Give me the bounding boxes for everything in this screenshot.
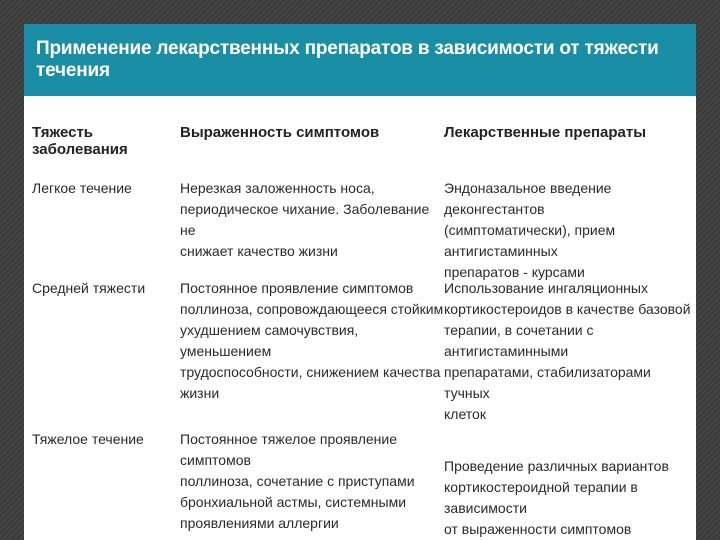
header-drugs: Лекарственные препараты [444,124,647,141]
row-severe-symptoms: Постоянное тяжелое проявление симптомов поллиноза, сочетание с приступами бронхиальной астмы, системными проявлениями аллергии [180,431,415,531]
row-mild-drugs: Эндоназальное введение деконгестантов (симптоматически), прием антигистаминных препаратов - курсами [444,180,616,280]
header-symptoms: Выраженность симптомов [180,124,380,141]
row-moderate-symptoms: Постоянное проявление симптомов поллиноза, сопровождающееся стойким ухудшением самочувствия, уменьшением трудоспособности, снижением качества жизни [180,280,444,401]
row-moderate-drugs: Использование ингаляционных кортикостероидов в качестве базовой терапии, в сочетании с антигистаминными препаратами, стабилизаторами тучных клеток [444,280,691,422]
row-mild-symptoms: Нерезкая заложенность носа, периодическое чихание. Заболевание не снижает качество жизни [180,180,430,259]
row-severe-drugs: Проведение различных вариантов кортикостероидной терапии в зависимости от выраженности симптомов [444,458,669,537]
row-moderate-severity: Средней тяжести [32,280,146,296]
header-severity: Тяжесть заболевания [32,124,128,158]
slide-title [24,24,696,96]
row-severe-severity: Тяжелое течение [32,431,144,447]
row-mild-severity: Легкое течение [32,180,132,196]
title-text: Применение лекарственных препаратов в зависимости от тяжести течения [36,38,659,81]
slide [24,24,696,540]
